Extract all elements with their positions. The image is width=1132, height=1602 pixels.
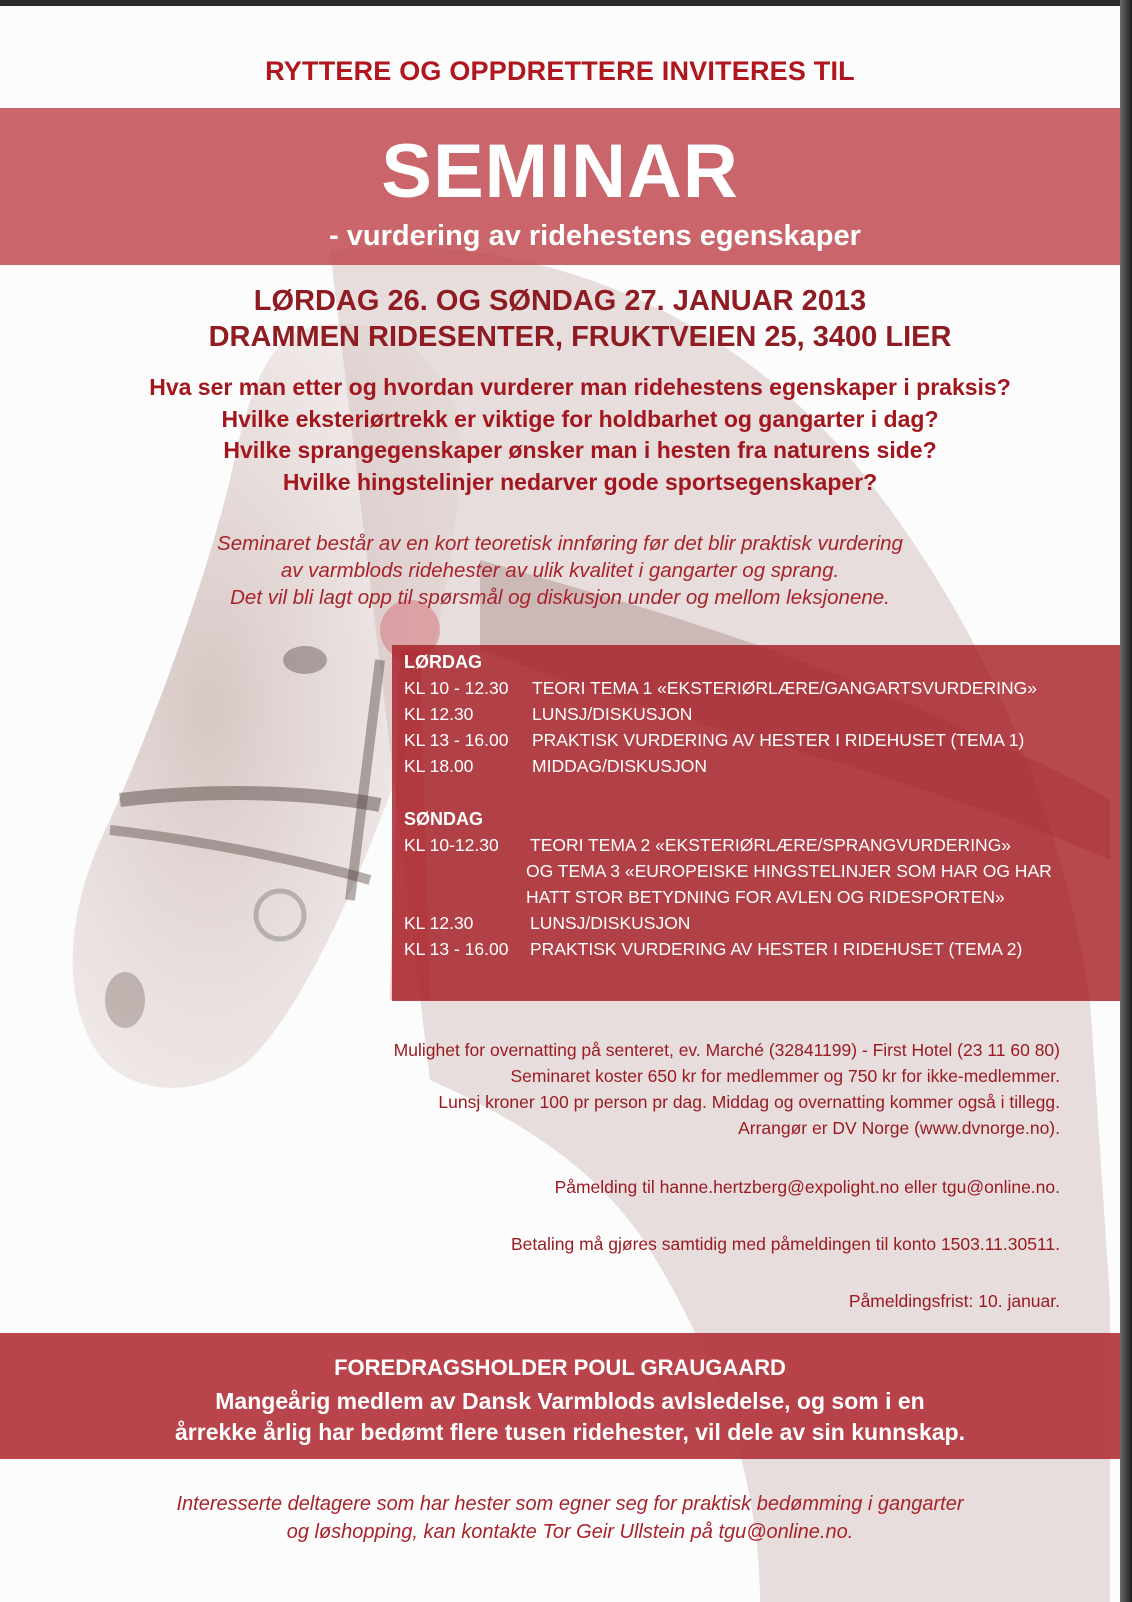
schedule-time: KL 13 - 16.00 (404, 939, 509, 959)
closing-line: og løshopping, kan kontakte Tor Geir Ullstein på tgu@online.no. (286, 1521, 854, 1543)
intro-line: av varmblods ridehester av ulik kvalitet i gangarter og sprang. (280, 559, 840, 582)
schedule-activity: TEORI TEMA 1 «EKSTERIØRLÆRE/GANGARTSVURDERING» (532, 678, 1038, 698)
speaker-title: FOREDRAGSHOLDER POUL GRAUGAARD (334, 1355, 786, 1380)
schedule-activity: MIDDAG/DISKUSJON (532, 756, 708, 776)
schedule-activity: PRAKTISK VURDERING AV HESTER I RIDEHUSET (TEMA 2) (530, 939, 1023, 959)
title-banner (0, 108, 1120, 265)
closing-paragraph (10, 1490, 1130, 1546)
question-item: Hva ser man etter og hvordan vurderer man ridehestens egenskaper i praksis? (149, 374, 1011, 400)
info-line: Seminaret koster 650 kr for medlemmer og 750 kr for ikke-medlemmer. (510, 1066, 1060, 1086)
seminar-subtitle: - vurdering av ridehestens egenskaper (329, 220, 861, 252)
schedule-time: KL 12.30 (404, 704, 474, 724)
schedule-activity: OG TEMA 3 «EUROPEISKE HINGSTELINJER SOM HAR OG HAR (526, 861, 1052, 881)
window-frame-right (1120, 0, 1132, 1602)
schedule-activity: HATT STOR BETYDNING FOR AVLEN OG RIDESPORTEN» (526, 887, 1005, 907)
intro-line: Seminaret består av en kort teoretisk innføring før det blir praktisk vurdering (217, 532, 903, 555)
payment-info: Betaling må gjøres samtidig med påmeldingen til konto 1503.11.30511. (511, 1234, 1060, 1254)
info-line: Mulighet for overnatting på senteret, ev. Marché (32841199) - First Hotel (23 11 60 80) (393, 1040, 1060, 1060)
closing-line: Interesserte deltagere som har hester som egner seg for praktisk bedømming i gangarter (176, 1493, 964, 1515)
schedule-activity: LUNSJ/DISKUSJON (530, 913, 691, 933)
event-location: DRAMMEN RIDESENTER, FRUKTVEIEN 25, 3400 LIER (208, 321, 952, 353)
registration-info: Påmelding til hanne.hertzberg@expolight.no eller tgu@online.no. (554, 1177, 1060, 1197)
window-frame-top (0, 0, 1132, 6)
speaker-description (60, 1386, 1080, 1448)
question-item: Hvilke sprangegenskaper ønsker man i hesten fra naturens side? (223, 437, 937, 463)
intro-line: Det vil bli lagt opp til spørsmål og diskusjon under og mellom leksjonene. (230, 586, 890, 609)
registration-deadline: Påmeldingsfrist: 10. januar. (848, 1291, 1060, 1311)
info-line: Arrangør er DV Norge (www.dvnorge.no). (738, 1118, 1060, 1138)
speaker-box (0, 1333, 1120, 1459)
seminar-title: SEMINAR (381, 129, 739, 214)
question-list (20, 372, 1132, 498)
question-item: Hvilke hingstelinjer nedarver gode sportsegenskaper? (282, 468, 878, 495)
info-line: Lunsj kroner 100 pr person pr dag. Middag og overnatting kommer også i tillegg. (438, 1092, 1060, 1112)
event-date: LØRDAG 26. OG SØNDAG 27. JANUAR 2013 (253, 285, 867, 317)
schedule-time: KL 18.00 (404, 756, 474, 776)
question-item: Hvilke eksteriørtrekk er viktige for holdbarhet og gangarter i dag? (221, 405, 939, 432)
speaker-line: Mangeårig medlem av Dansk Varmblods avlsledelse, og som i en (215, 1388, 925, 1414)
schedule-day-saturday: LØRDAG (404, 652, 482, 672)
speaker-line: årrekke årlig har bedømt flere tusen ridehester, vil dele av sin kunnskap. (175, 1419, 965, 1445)
schedule-activity: TEORI TEMA 2 «EKSTERIØRLÆRE/SPRANGVURDERING» (530, 835, 1012, 855)
schedule-time: KL 12.30 (404, 913, 474, 933)
schedule-time: KL 13 - 16.00 (404, 730, 509, 750)
schedule-box (392, 645, 1120, 1001)
intro-paragraph (0, 530, 1120, 611)
schedule-time: KL 10-12.30 (404, 835, 499, 855)
schedule-time: KL 10 - 12.30 (404, 678, 509, 698)
schedule-activity: LUNSJ/DISKUSJON (532, 704, 693, 724)
invite-heading: RYTTERE OG OPPDRETTERE INVITERES TIL (265, 56, 855, 86)
schedule-day-sunday: SØNDAG (404, 809, 484, 829)
schedule-activity: PRAKTISK VURDERING AV HESTER I RIDEHUSET (TEMA 1) (532, 730, 1025, 750)
